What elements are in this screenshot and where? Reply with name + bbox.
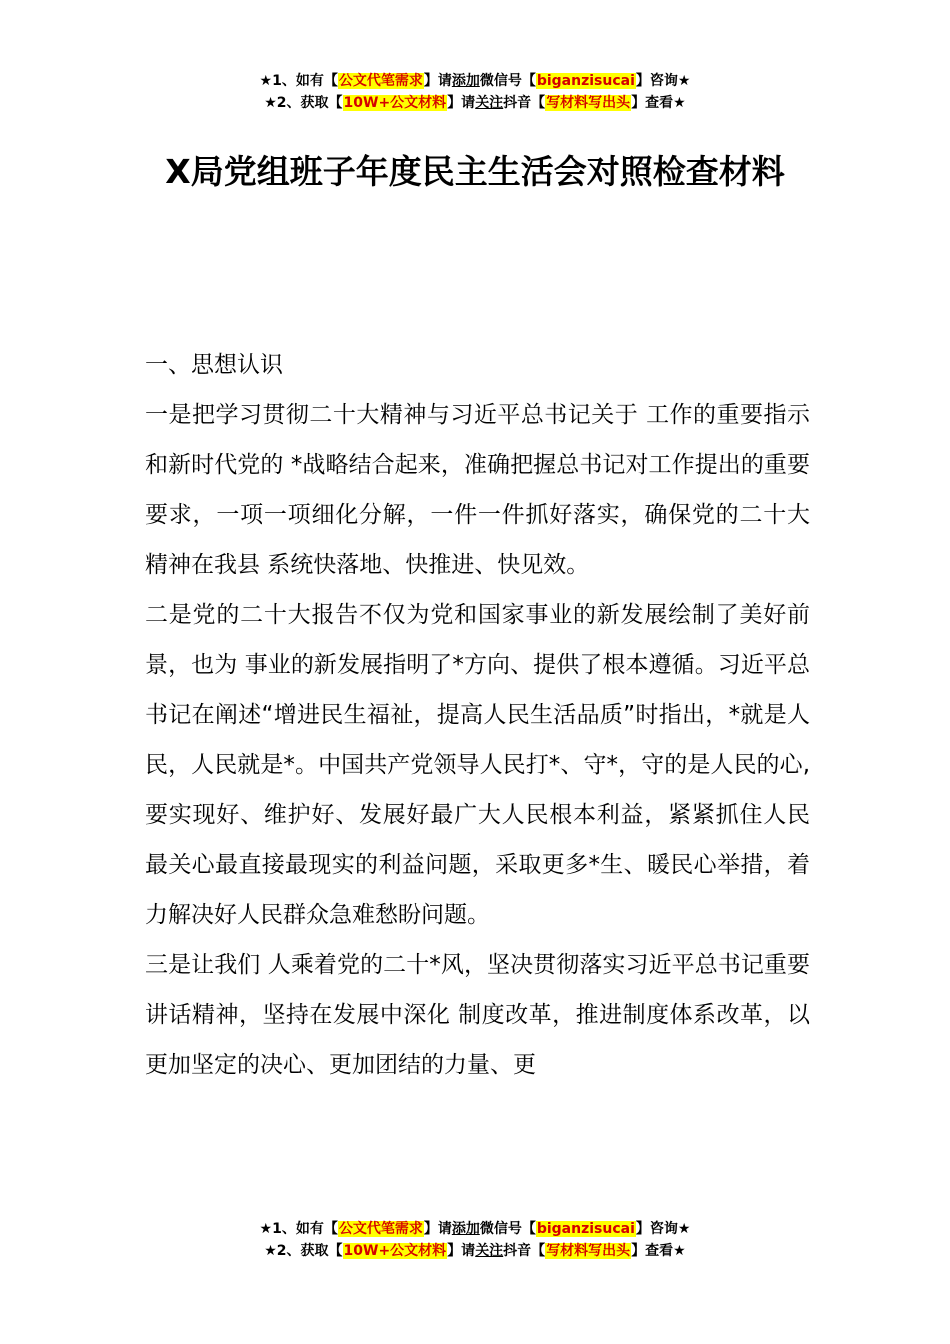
banner-text: ★1、如有【 <box>259 1221 338 1237</box>
banner-line-1 <box>0 70 950 92</box>
banner-text: 添加 <box>451 73 480 89</box>
banner-text: 微信号【 <box>479 1221 536 1237</box>
banner-text: 添加 <box>451 1221 480 1237</box>
banner-text: 抖音【 <box>503 1243 546 1259</box>
highlight-wechat-id: biganzisucai <box>536 73 635 89</box>
paragraph: 二是党的二十大报告不仅为党和国家事业的新发展绘制了美好前景，也为 事业的新发展指明了*方向、提供了根本遵循。习近平总书记在阐述“增进民生福祉，提高人民生活品质”时指出，*就是人民，人民就是*。中国共产党领导人民打*、守*，守的是人民的心,要实现好、维护好、发展好最广大人民根本利益，紧紧抓住人民最关心最直接最现实的利益问题，采取更多*生、暖民心举措，着力解决好人民群众急难愁盼问题。 <box>145 602 810 928</box>
banner-text: 】请 <box>447 95 476 111</box>
banner-text: 】请 <box>423 73 452 89</box>
banner-text: 】咨询★ <box>635 1221 691 1237</box>
banner-text: ★2、获取【 <box>264 95 343 111</box>
highlight-service: 公文代笔需求 <box>338 1221 423 1237</box>
banner-text: ★1、如有【 <box>259 73 338 89</box>
banner-text: 】咨询★ <box>635 73 691 89</box>
footer-banner <box>0 1218 950 1262</box>
banner-line-1 <box>0 1218 950 1240</box>
highlight-wechat-id: biganzisucai <box>536 1221 635 1237</box>
section-heading: 一、思想认识 <box>145 352 283 378</box>
highlight-materials: 10W+公文材料 <box>343 1243 447 1259</box>
banner-text: 关注 <box>475 95 504 111</box>
highlight-douyin: 写材料写出头 <box>546 95 631 111</box>
banner-text: ★2、获取【 <box>264 1243 343 1259</box>
banner-text: 】查看★ <box>631 95 686 111</box>
highlight-douyin: 写材料写出头 <box>546 1243 631 1259</box>
document-body <box>145 340 810 1090</box>
banner-text: 】请 <box>423 1221 452 1237</box>
document-title: X局党组班子年度民主生活会对照检查材料 <box>165 152 785 191</box>
highlight-materials: 10W+公文材料 <box>343 95 447 111</box>
banner-text: 抖音【 <box>503 95 546 111</box>
header-banner <box>0 70 950 114</box>
banner-text: 微信号【 <box>479 73 536 89</box>
banner-text: 】请 <box>447 1243 476 1259</box>
highlight-service: 公文代笔需求 <box>338 73 423 89</box>
banner-text: 关注 <box>475 1243 504 1259</box>
paragraph: 三是让我们 人乘着党的二十*风，坚决贯彻落实习近平总书记重要讲话精神，坚持在发展中深化 制度改革，推进制度体系改革，以更加坚定的决心、更加团结的力量、更 <box>145 952 810 1078</box>
banner-text: 】查看★ <box>631 1243 686 1259</box>
banner-line-2 <box>0 1240 950 1262</box>
banner-line-2 <box>0 92 950 114</box>
paragraph: 一是把学习贯彻二十大精神与习近平总书记关于 工作的重要指示和新时代党的 *战略结合起来，准确把握总书记对工作提出的重要要求，一项一项细化分解，一件一件抓好落实，确保党的二十大精神在我县 系统快落地、快推进、快见效。 <box>145 402 810 578</box>
